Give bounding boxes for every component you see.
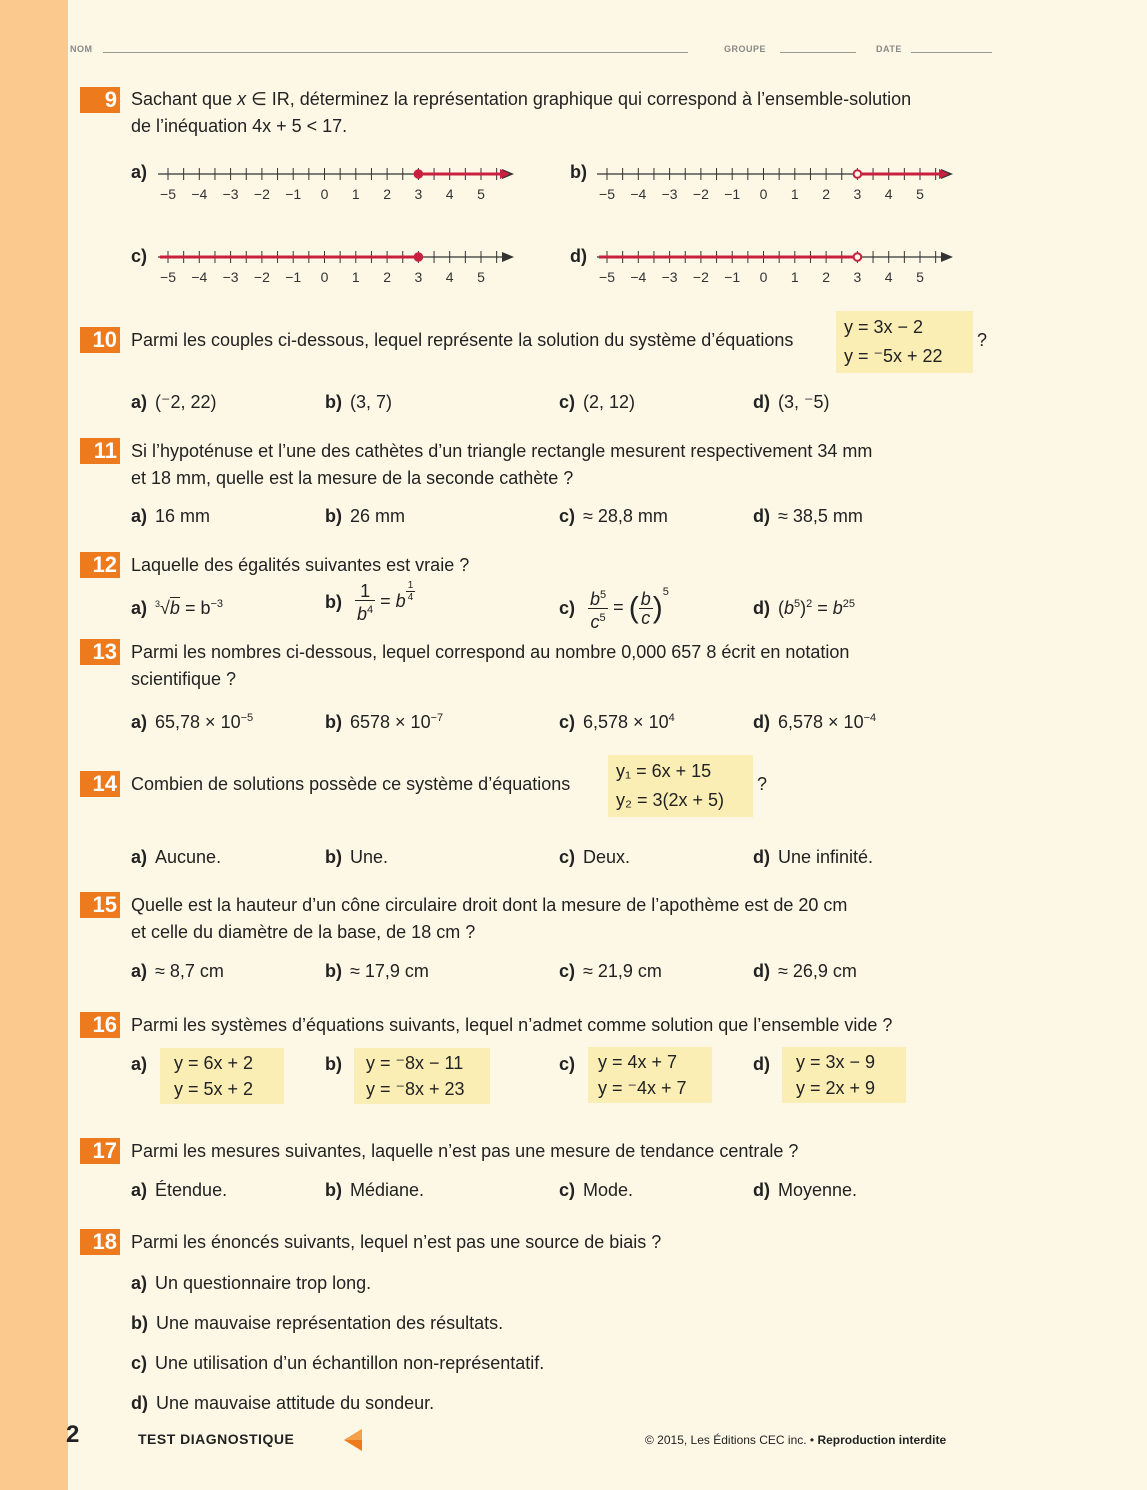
tick-label: 1	[351, 269, 360, 285]
q14-option-a[interactable]: a) Aucune.	[131, 847, 222, 867]
q13-option-c[interactable]: c) $6,578 \times 10^4$	[559, 712, 675, 732]
tick-label: 0	[759, 269, 768, 285]
left-margin-strip	[0, 0, 68, 1490]
tick-label: 2	[822, 269, 830, 285]
tick-label: −3	[661, 269, 678, 285]
q17-option-a[interactable]: a) Étendue.	[131, 1180, 228, 1200]
question-number-9: 9	[80, 87, 120, 113]
question-17-text: Parmi les mesures suivantes, laquelle n’est pas une mesure de tendance centrale ?	[131, 1141, 799, 1161]
groupe-label: GROUPE	[724, 44, 767, 54]
question-15-text: Quelle est la hauteur d’un cône circulaire droit dont la mesure de l’apothème est de 20 cm et celle du diamètre de la base, de 18 cm ?	[131, 895, 848, 942]
tick-label: −3	[222, 186, 239, 202]
tick-label: −4	[191, 186, 208, 202]
q9-option-d-letter[interactable]: d)	[570, 246, 587, 266]
tick-label: 5	[916, 269, 924, 285]
tick-label: 3	[853, 186, 862, 202]
tick-label: 3	[414, 269, 423, 285]
tick-label: −2	[253, 269, 270, 285]
question-12-text: Laquelle des égalités suivantes est vraie ?	[131, 555, 470, 575]
q10-option-b[interactable]: b) (3, 7)	[325, 392, 393, 412]
q16-option-c-letter[interactable]: c)	[559, 1054, 576, 1074]
question-number-15: 15	[80, 892, 120, 918]
q11-option-b[interactable]: b) 26 mm	[325, 506, 406, 526]
q11-option-c[interactable]: c) ≈ 28,8 mm	[559, 506, 668, 526]
question-13-text: Parmi les nombres ci-dessous, lequel correspond au nombre 0,000 657 8 écrit en notation scientifique ?	[131, 642, 850, 689]
nom-line	[103, 52, 688, 53]
q14-eq1: y₁ = 6x + 15	[616, 761, 712, 781]
q15-option-c[interactable]: c) ≈ 21,9 cm	[559, 961, 662, 981]
question-18-text: Parmi les énoncés suivants, lequel n’est pas une source de biais ?	[131, 1232, 662, 1252]
question-number-16: 16	[80, 1012, 120, 1038]
question-14-text: Combien de solutions possède ce système d’équations	[131, 774, 571, 794]
q9-number-line-d[interactable]	[597, 247, 957, 287]
tick-label: −4	[191, 269, 208, 285]
axis-arrow-icon	[502, 252, 514, 262]
closed-endpoint	[415, 253, 423, 261]
tick-label: 0	[759, 186, 768, 202]
tick-label: −3	[222, 269, 239, 285]
tick-label: 3	[414, 186, 423, 202]
tick-label: −1	[285, 186, 302, 202]
q9-number-line-a[interactable]	[158, 164, 518, 204]
open-endpoint	[854, 170, 862, 178]
q10-option-c[interactable]: c) (2, 12)	[559, 392, 636, 412]
q15-option-b[interactable]: b) ≈ 17,9 cm	[325, 961, 429, 981]
q17-option-c[interactable]: c) Mode.	[559, 1180, 634, 1200]
tick-label: −1	[724, 269, 741, 285]
question-16-text: Parmi les systèmes d’équations suivants, lequel n’admet comme solution que l’ensemble vide ?	[131, 1015, 893, 1035]
question-number-11: 11	[80, 438, 120, 464]
q9-option-b-letter[interactable]: b)	[570, 162, 587, 182]
tick-label: 4	[445, 186, 454, 202]
tick-label: 2	[822, 186, 830, 202]
q17-option-d[interactable]: d) Moyenne.	[753, 1180, 858, 1200]
tick-label: 0	[320, 186, 329, 202]
question-number-18: 18	[80, 1229, 120, 1255]
tick-label: −5	[160, 269, 176, 285]
tick-label: −4	[630, 186, 647, 202]
q16-option-d-system[interactable]: y = 3x − 9 y = 2x + 9	[782, 1047, 906, 1103]
q12-option-c[interactable]: c) $\frac{b^5}{c^5}$ = ( $\frac{b}{c}$ )$^5$	[559, 586, 669, 632]
tick-label: −5	[599, 269, 615, 285]
q10-eq1: y = 3x − 2	[844, 317, 924, 337]
tick-label: 0	[320, 269, 329, 285]
closed-endpoint	[415, 170, 423, 178]
tick-label: 1	[790, 269, 799, 285]
tick-label: −2	[692, 186, 709, 202]
q15-option-d[interactable]: d) ≈ 26,9 cm	[753, 961, 857, 981]
axis-arrow-icon	[941, 252, 953, 262]
q14-option-b[interactable]: b) Une.	[325, 847, 389, 867]
tick-label: −2	[253, 186, 270, 202]
q16-option-a-letter[interactable]: a)	[131, 1054, 148, 1074]
page-number: 2	[66, 1421, 80, 1448]
question-9-text: Sachant que x ∈ IR, déterminez la représentation graphique qui correspond à l’ensemble-solution de l’inéquation 4x + 5 < 17.	[131, 89, 912, 136]
tick-label: 5	[916, 186, 924, 202]
q18-option-a[interactable]: a) Un questionnaire trop long.	[131, 1273, 372, 1293]
nom-label: NOM	[70, 44, 93, 54]
footer-title: TEST DIAGNOSTIQUE	[138, 1431, 295, 1447]
question-number-14: 14	[80, 771, 120, 797]
tick-label: −1	[285, 269, 302, 285]
tick-label: −5	[599, 186, 615, 202]
q10-option-a[interactable]: a) (⁻2, 22)	[131, 392, 217, 412]
question-number-13: 13	[80, 639, 120, 665]
q10-option-d[interactable]: d) (3, ⁻5)	[753, 392, 830, 412]
q18-option-c[interactable]: c) Une utilisation d’un échantillon non-représentatif.	[131, 1353, 545, 1373]
q18-option-d[interactable]: d) Une mauvaise attitude du sondeur.	[131, 1393, 435, 1413]
q12-option-a[interactable]: a) $^3√b = b^{-3}$	[131, 598, 224, 618]
q14-eq2: y₂ = 3(2x + 5)	[616, 790, 725, 810]
q14-option-c[interactable]: c) Deux.	[559, 847, 631, 867]
question-number-17: 17	[80, 1138, 120, 1164]
tick-label: 5	[477, 186, 485, 202]
question-10-text: Parmi les couples ci-dessous, lequel représente la solution du système d’équations	[131, 330, 794, 350]
question-11-text: Si l’hypoténuse et l’une des cathètes d’un triangle rectangle mesurent respectivement 34 mm et 18 mm, quelle est la mesure de la seconde cathète ?	[131, 441, 873, 488]
tick-label: 4	[884, 269, 893, 285]
question-number-10: 10	[80, 327, 120, 353]
q18-option-b[interactable]: b) Une mauvaise représentation des résultats.	[131, 1313, 504, 1333]
q11-option-d[interactable]: d) ≈ 38,5 mm	[753, 506, 863, 526]
q16-option-b-system[interactable]: y = ⁻8x − 11 y = ⁻8x + 23	[354, 1048, 490, 1104]
q10-system-box	[836, 311, 973, 373]
q10-eq2: y = ⁻5x + 22	[844, 346, 943, 366]
q9-option-c-letter[interactable]: c)	[131, 246, 148, 266]
tick-label: 1	[351, 186, 360, 202]
tick-label: 1	[790, 186, 799, 202]
q14-system-box	[608, 755, 753, 817]
q16-option-a-system[interactable]: y = 6x + 2 y = 5x + 2	[160, 1048, 284, 1104]
tick-label: −5	[160, 186, 176, 202]
orange-triangle-icon	[342, 1428, 364, 1452]
q10-question-mark: ?	[977, 330, 988, 350]
tick-label: 4	[445, 269, 454, 285]
q15-option-a[interactable]: a) ≈ 8,7 cm	[131, 961, 224, 981]
q13-option-a[interactable]: a) $65,78 \times 10^{-5}$	[131, 712, 254, 732]
tick-label: −3	[661, 186, 678, 202]
q17-option-b[interactable]: b) Médiane.	[325, 1180, 425, 1200]
q14-question-mark: ?	[757, 774, 768, 794]
q9-number-line-c[interactable]	[158, 247, 518, 287]
tick-label: 3	[853, 269, 862, 285]
date-line	[911, 52, 992, 53]
tick-label: −4	[630, 269, 647, 285]
q12-option-d[interactable]: d) $(b^5)^2 = b^{25}$	[753, 598, 856, 618]
q14-option-d[interactable]: d) Une infinité.	[753, 847, 874, 867]
tick-label: −1	[724, 186, 741, 202]
footer-copyright: © 2015, Les Éditions CEC inc. • Reproduction interdite	[645, 1433, 947, 1447]
tick-label: 2	[383, 186, 391, 202]
q9-number-line-b[interactable]	[597, 164, 957, 204]
groupe-line	[780, 52, 856, 53]
q9-option-a-letter[interactable]: a)	[131, 162, 148, 182]
q16-option-b-letter[interactable]: b)	[325, 1054, 342, 1074]
tick-label: 4	[884, 186, 893, 202]
q13-option-d[interactable]: d) $6,578 \times 10^{-4}$	[753, 712, 877, 732]
question-number-12: 12	[80, 552, 120, 578]
tick-label: 5	[477, 269, 485, 285]
q16-option-d-letter[interactable]: d)	[753, 1054, 770, 1074]
open-endpoint	[854, 253, 862, 261]
cube-root: $^3$√b	[155, 598, 180, 618]
q12-option-b[interactable]: b) $\frac{1}{b^4}$ = b $\frac{1}{4}$	[325, 580, 414, 624]
date-label: DATE	[876, 44, 902, 54]
q13-option-b[interactable]: b) $6578 \times 10^{-7}$	[325, 712, 444, 732]
q11-option-a[interactable]: a) 16 mm	[131, 506, 211, 526]
q16-option-c-system[interactable]: y = 4x + 7 y = ⁻4x + 7	[588, 1047, 712, 1103]
tick-label: 2	[383, 269, 391, 285]
tick-label: −2	[692, 269, 709, 285]
